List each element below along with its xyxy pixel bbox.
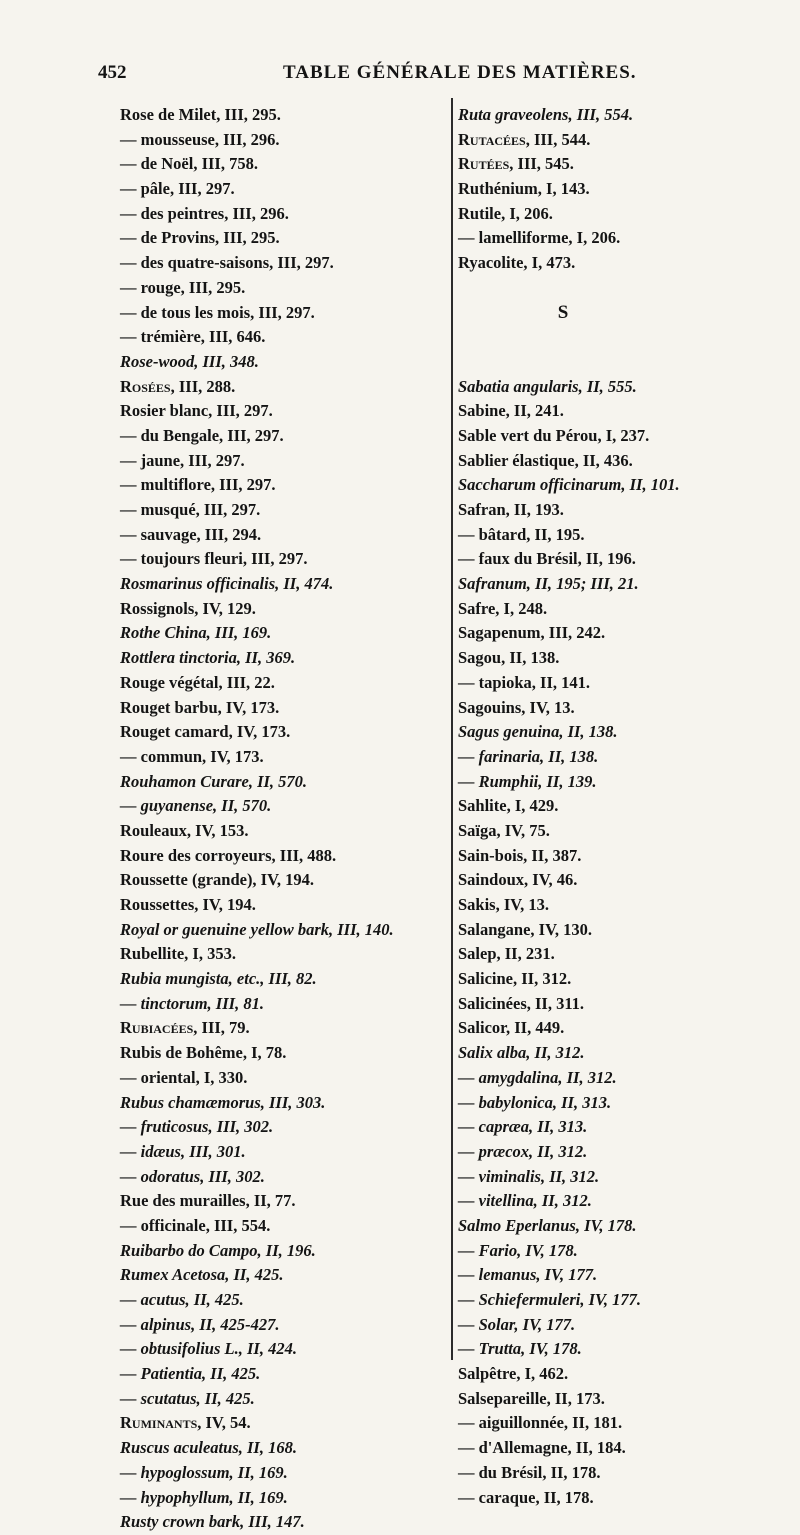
index-entry: — de tous les mois, III, 297.: [120, 302, 315, 322]
index-entry: — tapioka, II, 141.: [458, 672, 591, 692]
index-entry: Safran, II, 193.: [458, 500, 564, 519]
index-entry: — de Provins, III, 295.: [120, 228, 280, 248]
index-entry: Rue des murailles, II, 77.: [120, 1191, 296, 1211]
index-entry: — Solar, IV, 177.: [458, 1314, 576, 1334]
index-entry: — faux du Brésil, II, 196.: [458, 549, 636, 569]
index-entry: — lemanus, IV, 177.: [458, 1265, 598, 1285]
index-entry: — Trutta, IV, 178.: [458, 1339, 582, 1359]
index-entry: — toujours fleuri, III, 297.: [120, 549, 308, 569]
running-title: TABLE GÉNÉRALE DES MATIÈRES.: [283, 62, 637, 83]
index-entry: Rose-wood, III, 348.: [120, 351, 259, 371]
index-entry: Roussettes, IV, 194.: [120, 895, 256, 914]
blank-line: [458, 325, 688, 350]
index-entry: — des peintres, III, 296.: [120, 203, 289, 223]
index-entry: — hypophyllum, II, 169.: [120, 1487, 288, 1507]
index-entry: Rosées, III, 288.: [120, 376, 236, 396]
index-entry: — de Noël, III, 758.: [120, 154, 258, 174]
index-entry: Rosier blanc, III, 297.: [120, 401, 273, 421]
index-entry: Ruscus aculeatus, II, 168.: [120, 1438, 297, 1458]
index-entry: — des quatre-saisons, III, 297.: [120, 253, 334, 273]
index-entry: — amygdalina, II, 312.: [458, 1067, 617, 1087]
index-entry: Rubellite, I, 353.: [120, 944, 236, 964]
index-entry: Salep, II, 231.: [458, 944, 555, 964]
index-entry: Rubiacées, III, 79.: [120, 1018, 250, 1038]
index-entry: — Patientia, II, 425.: [120, 1364, 261, 1384]
index-entry: Ruibarbo do Campo, II, 196.: [120, 1240, 316, 1260]
index-entry: — babylonica, II, 313.: [458, 1092, 612, 1112]
index-entry: Rubia mungista, etc., III, 82.: [120, 969, 317, 989]
index-entry: — scutatus, II, 425.: [120, 1388, 255, 1408]
index-entry: Rubus chamæmorus, III, 303.: [120, 1092, 326, 1112]
index-entry: — odoratus, III, 302.: [120, 1166, 265, 1186]
index-entry: — præcox, II, 312.: [458, 1141, 588, 1161]
index-entry: Salpêtre, I, 462.: [458, 1364, 569, 1384]
index-entry: — rouge, III, 295.: [120, 277, 246, 297]
index-entry: — jaune, III, 297.: [120, 450, 245, 470]
blank-line: [458, 350, 688, 375]
index-entry: — sauvage, III, 294.: [120, 524, 262, 544]
index-entry: Safranum, II, 195; III, 21.: [458, 574, 639, 594]
index-entry: — aiguillonnée, II, 181.: [458, 1413, 623, 1433]
index-entry: Rouget barbu, IV, 173.: [120, 697, 280, 717]
column-divider: [451, 98, 453, 1360]
index-entry: — Rumphii, II, 139.: [458, 771, 597, 791]
index-entry: — obtusifolius L., II, 424.: [120, 1339, 297, 1359]
index-entry: — du Brésil, II, 178.: [458, 1462, 601, 1482]
page-header: [98, 62, 658, 92]
index-entry: Roure des corroyeurs, III, 488.: [120, 845, 337, 865]
index-entry: Roussette (grande), IV, 194.: [120, 870, 315, 890]
index-entry: — fruticosus, III, 302.: [120, 1117, 274, 1137]
index-entry: — idæus, III, 301.: [120, 1141, 246, 1161]
index-entry: — commun, IV, 173.: [120, 746, 264, 766]
index-entry: — Schiefermuleri, IV, 177.: [458, 1290, 642, 1309]
index-entry: — alpinus, II, 425-427.: [120, 1314, 280, 1334]
index-entry: — hypoglossum, II, 169.: [120, 1462, 288, 1482]
index-entry: Rumex Acetosa, II, 425.: [120, 1265, 284, 1285]
index-entry: Sagouins, IV, 13.: [458, 697, 575, 717]
index-entry: — bâtard, II, 195.: [458, 524, 585, 544]
index-entry: — vitellina, II, 312.: [458, 1191, 592, 1211]
index-entry: — capræa, II, 313.: [458, 1117, 588, 1137]
index-entry: Salangane, IV, 130.: [458, 919, 593, 939]
index-entry: — musqué, III, 297.: [120, 500, 261, 519]
left-index-column: [120, 103, 450, 1535]
index-entry: Ruminants, IV, 54.: [120, 1413, 251, 1433]
index-entry: — oriental, I, 330.: [120, 1067, 248, 1087]
index-entry: Sagapenum, III, 242.: [458, 623, 606, 643]
index-entry: Rouhamon Curare, II, 570.: [120, 771, 308, 791]
index-entry: Sahlite, I, 429.: [458, 796, 559, 816]
index-entry: Rothe China, III, 169.: [120, 623, 272, 643]
index-entry: Rose de Milet, III, 295.: [120, 105, 281, 124]
index-entry: — multiflore, III, 297.: [120, 475, 276, 495]
index-entry: Rosmarinus officinalis, II, 474.: [120, 574, 334, 594]
index-entry: — mousseuse, III, 296.: [120, 129, 280, 149]
index-entry: Safre, I, 248.: [458, 598, 548, 618]
index-entry: Sable vert du Pérou, I, 237.: [458, 425, 650, 445]
index-entry: Rutacées, III, 544.: [458, 129, 591, 149]
index-entry: Rubis de Bohême, I, 78.: [120, 1043, 287, 1063]
index-entry: Rouget camard, IV, 173.: [120, 722, 291, 742]
index-entry: — farinaria, II, 138.: [458, 746, 599, 766]
index-entry: Rutées, III, 545.: [458, 154, 574, 174]
right-index-column: [458, 103, 688, 1510]
index-entry: Ruthénium, I, 143.: [458, 179, 590, 199]
index-entry: — pâle, III, 297.: [120, 179, 235, 199]
index-entry: Saindoux, IV, 46.: [458, 870, 578, 890]
index-entry: Rottlera tinctoria, II, 369.: [120, 648, 296, 668]
index-entry: — officinale, III, 554.: [120, 1215, 271, 1235]
index-entry: Sakis, IV, 13.: [458, 895, 549, 914]
index-entry: Salicine, II, 312.: [458, 969, 572, 989]
index-entry: Rusty crown bark, III, 147.: [120, 1512, 305, 1532]
index-entry: Sabatia angularis, II, 555.: [458, 376, 637, 396]
index-entry: — guyanense, II, 570.: [120, 796, 272, 816]
index-entry: Sablier élastique, II, 436.: [458, 450, 633, 470]
index-entry: Salicor, II, 449.: [458, 1018, 565, 1038]
index-entry: Ryacolite, I, 473.: [458, 253, 576, 273]
index-entry: Rutile, I, 206.: [458, 203, 553, 223]
index-entry: — lamelliforme, I, 206.: [458, 228, 621, 248]
index-entry: — du Bengale, III, 297.: [120, 425, 284, 445]
index-entry: — tinctorum, III, 81.: [120, 993, 264, 1013]
index-entry: Salsepareille, II, 173.: [458, 1388, 605, 1408]
index-entry: — acutus, II, 425.: [120, 1290, 244, 1309]
index-entry: Saccharum officinarum, II, 101.: [458, 475, 680, 495]
index-entry: Saïga, IV, 75.: [458, 820, 550, 840]
index-entry: — caraque, II, 178.: [458, 1487, 594, 1507]
index-entry: — Fario, IV, 178.: [458, 1240, 578, 1260]
section-letter: S: [557, 301, 569, 323]
blank-line: [458, 276, 688, 301]
index-entry: — trémière, III, 646.: [120, 327, 266, 347]
index-entry: Sabine, II, 241.: [458, 401, 564, 421]
index-entry: Sain-bois, II, 387.: [458, 845, 582, 865]
index-entry: Rossignols, IV, 129.: [120, 598, 256, 618]
index-entry: — d'Allemagne, II, 184.: [458, 1438, 626, 1458]
index-entry: Salmo Eperlanus, IV, 178.: [458, 1215, 637, 1235]
page-number: 452: [98, 62, 127, 83]
index-entry: Salicinées, II, 311.: [458, 993, 585, 1013]
index-entry: Ruta graveolens, III, 554.: [458, 105, 634, 124]
index-entry: Rouleaux, IV, 153.: [120, 820, 249, 840]
index-entry: Sagus genuina, II, 138.: [458, 722, 618, 742]
index-entry: Rouge végétal, III, 22.: [120, 672, 275, 692]
index-entry: Sagou, II, 138.: [458, 648, 560, 668]
index-entry: — viminalis, II, 312.: [458, 1166, 600, 1186]
index-entry: Salix alba, II, 312.: [458, 1043, 585, 1063]
index-entry: Royal or guenuine yellow bark, III, 140.: [120, 919, 394, 939]
